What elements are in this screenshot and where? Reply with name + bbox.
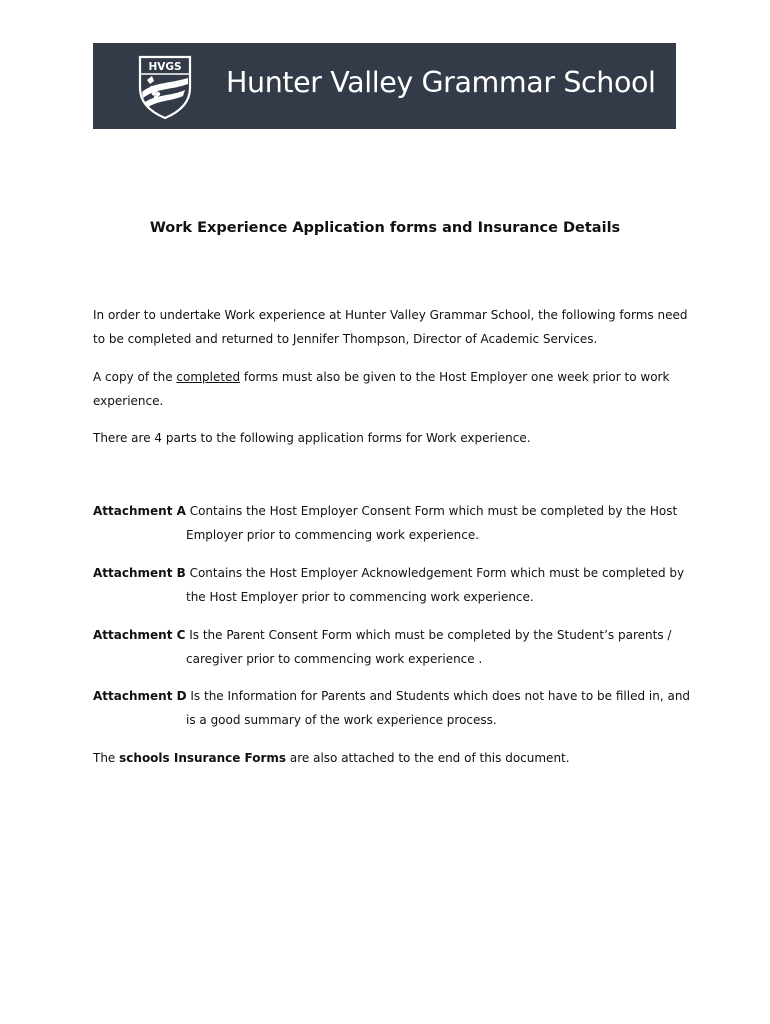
- attachment-c-text: Is the Parent Consent Form which must be completed by the Student’s parents /: [185, 628, 672, 642]
- closing-suffix: are also attached to the end of this document.: [286, 751, 570, 765]
- crest-text: HVGS: [148, 61, 182, 73]
- header-banner: [93, 43, 676, 129]
- intro-paragraph: [93, 303, 688, 351]
- school-name: Hunter Valley Grammar School: [226, 66, 656, 99]
- parts-note-paragraph: [93, 426, 683, 450]
- attachment-d-label: Attachment D: [93, 689, 187, 703]
- parts-note: There are 4 parts to the following application forms for Work experience.: [93, 431, 531, 445]
- attachment-d: [93, 684, 691, 732]
- attachment-b: [93, 561, 683, 609]
- copy-note-prefix: A copy of the: [93, 370, 177, 384]
- attachment-b-line-1: [93, 561, 683, 585]
- intro-line-2: to be completed and returned to Jennifer Thompson, Director of Academic Services.: [93, 332, 598, 346]
- attachment-a-line-1: [93, 499, 683, 523]
- attachment-c-label: Attachment C: [93, 628, 186, 642]
- attachment-a-text: Contains the Host Employer Consent Form which must be completed by the Host: [185, 504, 678, 518]
- attachment-d-line-2: is a good summary of the work experience process.: [186, 713, 497, 727]
- attachment-c-line-1: [93, 623, 683, 647]
- attachment-b-label: Attachment B: [93, 566, 186, 580]
- attachment-a-line-2: Employer prior to commencing work experience.: [186, 528, 480, 542]
- copy-note-paragraph: [93, 365, 683, 413]
- copy-note-line-2: experience.: [93, 394, 164, 408]
- attachment-b-text: Contains the Host Employer Acknowledgement Form which must be completed by: [185, 566, 685, 580]
- school-crest-logo: [132, 54, 198, 120]
- attachment-a-label: Attachment A: [93, 504, 186, 518]
- closing-line: [93, 746, 683, 770]
- copy-note-line-1: [93, 365, 683, 389]
- closing-paragraph: [93, 746, 683, 770]
- copy-note-suffix: forms must also be given to the Host Employer one week prior to work: [240, 370, 670, 384]
- attachment-d-line-1: [93, 684, 691, 708]
- attachment-c: [93, 623, 683, 671]
- attachment-a: [93, 499, 683, 547]
- intro-line-1: In order to undertake Work experience at Hunter Valley Grammar School, the following forms need: [93, 308, 688, 322]
- page-title: Work Experience Application forms and Insurance Details: [149, 220, 621, 236]
- closing-prefix: The: [93, 751, 120, 765]
- attachment-b-line-2: the Host Employer prior to commencing work experience.: [186, 590, 534, 604]
- completed-underlined: completed: [176, 370, 241, 384]
- attachment-d-text: Is the Information for Parents and Students which does not have to be filled in, and: [186, 689, 691, 703]
- attachment-c-line-2: caregiver prior to commencing work experience .: [186, 652, 483, 666]
- insurance-forms-bold: schools Insurance Forms: [119, 751, 287, 765]
